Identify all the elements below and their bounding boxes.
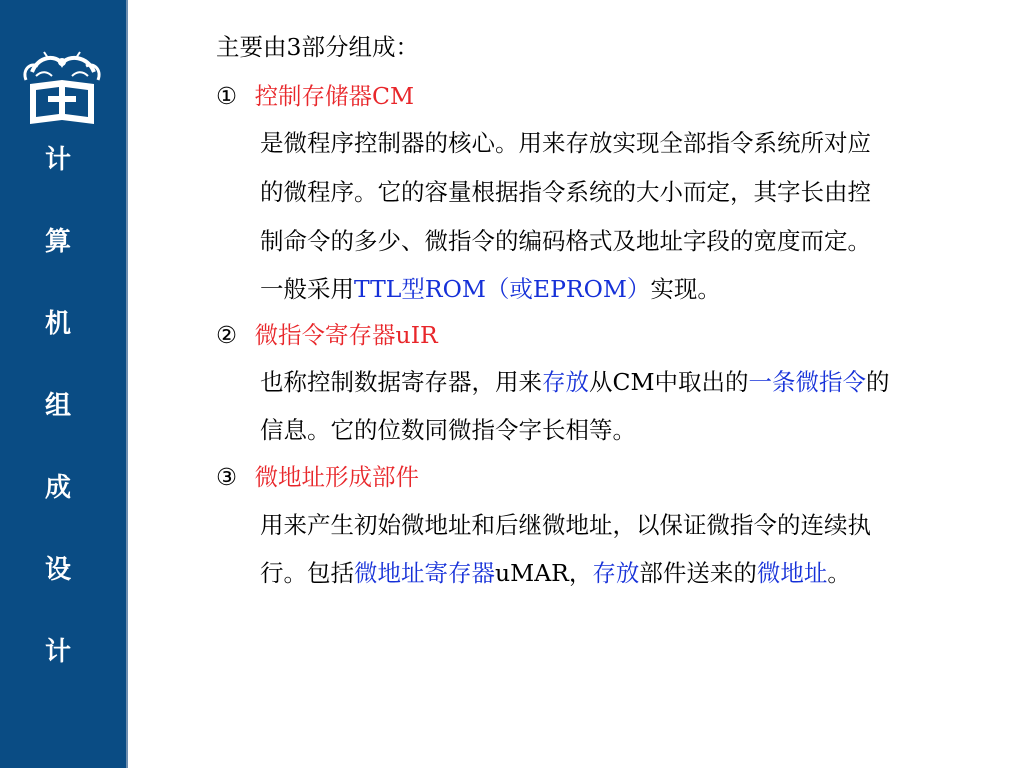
item1-highlight: TTL型ROM（或EPROM） [354, 275, 651, 303]
item2-highlight: 一条微指令 [748, 368, 867, 396]
item2-highlight: 存放 [542, 368, 589, 396]
item2-text: 的 [866, 368, 890, 396]
item1-text: 实现。 [650, 275, 721, 303]
item2-heading [216, 320, 438, 350]
item3-highlight: 存放 [592, 559, 640, 587]
item3-heading [216, 462, 419, 492]
sidebar-char: 成 [44, 473, 71, 503]
item3-title: 微地址形成部件 [254, 463, 420, 491]
item3-para-line: 用来产生初始微地址和后继微地址，以保证微指令的连续执 [260, 511, 871, 539]
sidebar-char: 机 [44, 309, 71, 339]
item3-highlight: 微地址 [756, 559, 828, 587]
item3-highlight: 微地址寄存器 [354, 559, 495, 587]
item1-heading [216, 81, 414, 111]
item2-para-line [260, 367, 890, 397]
item1-para-line: 是微程序控制器的核心。用来存放实现全部指令系统所对应 [260, 129, 871, 157]
sidebar-char: 计 [44, 145, 71, 175]
item3-text: uMAR， [495, 559, 593, 587]
item1-title: 控制存储器CM [254, 82, 415, 110]
sidebar-char: 设 [44, 555, 71, 585]
item2-text: 也称控制数据寄存器，用来 [260, 368, 542, 396]
item2-para-line: 信息。它的位数同微指令字长相等。 [260, 416, 636, 444]
item2-title: 微指令寄存器uIR [254, 321, 438, 349]
item3-marker: ③ [216, 463, 238, 491]
item1-para-line [260, 274, 721, 304]
item2-text: 从CM中取出的 [589, 368, 749, 396]
item1-para-line: 制命令的多少、微指令的编码格式及地址字段的宽度而定。 [260, 227, 871, 255]
item3-text: 。 [827, 559, 851, 587]
sidebar-char: 计 [44, 637, 71, 667]
item1-marker: ① [216, 82, 238, 110]
intro-text: 主要由3部分组成： [216, 33, 419, 61]
item3-text: 部件送来的 [639, 559, 757, 587]
sidebar-char: 算 [44, 227, 71, 257]
item3-text: 行。包括 [260, 559, 354, 587]
sidebar-char: 组 [44, 391, 71, 421]
item2-marker: ② [216, 321, 238, 349]
item1-para-line: 的微程序。它的容量根据指令系统的大小而定，其字长由控 [260, 178, 871, 206]
item3-para-line [260, 558, 851, 588]
item1-text: 一般采用 [260, 275, 354, 303]
